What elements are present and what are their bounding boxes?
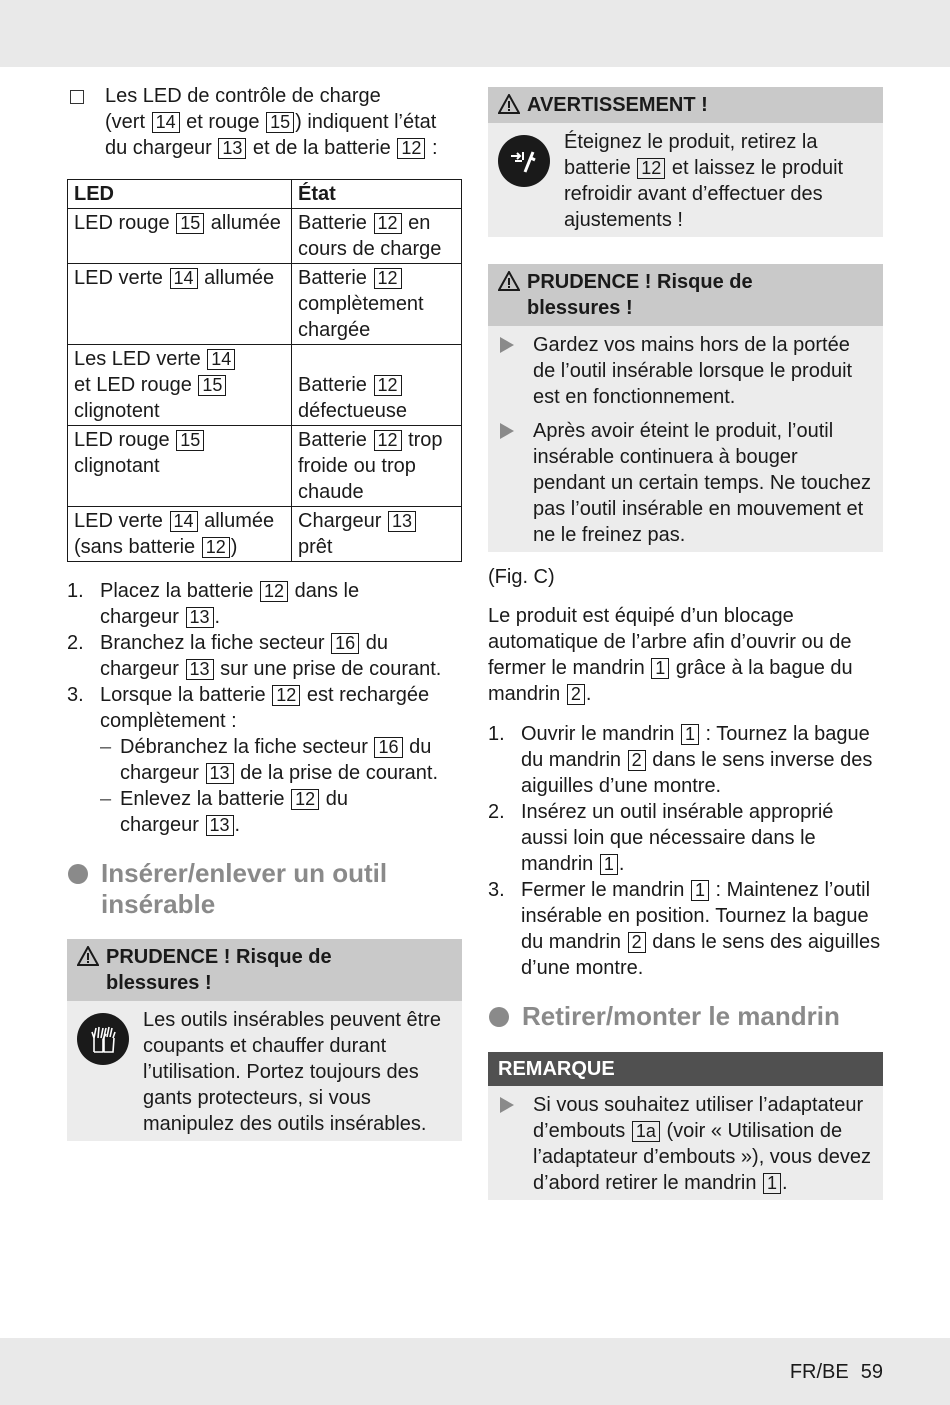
ref-key: 15 [266,112,294,133]
column-header-etat: État [292,180,462,209]
warning-header: AVERTISSEMENT ! [488,87,883,123]
page-footer [790,1359,883,1385]
ref-key: 13 [206,763,234,784]
list-item: 1. Placez la batterie 12 dans le chargeur 13 . [67,580,360,628]
table-cell: LED rouge 15 allumée [68,209,292,264]
ref-key: 1 [763,1173,781,1194]
ref-key: 2 [567,684,585,705]
table-header-row [68,180,462,209]
warning-triangle-icon [77,946,99,966]
charging-steps [67,578,462,838]
bullet-dot-icon [68,864,88,884]
ref-key: 1 [691,880,709,901]
warning-triangle-icon [498,271,520,291]
ref-key: 12 [260,581,288,602]
list-item: 3. Fermer le mandrin 1 : Maintenez l’outil insérable en position. Tournez la bague du mandrin 2 dans le sens des aiguilles d’une montre. [488,879,881,979]
table-row [68,507,462,562]
list-item: 1. Ouvrir le mandrin 1 : Tournez la bague du mandrin 2 dans le sens inverse des aiguilles d’une montre. [488,723,873,797]
ref-key: 14 [170,511,198,532]
ref-key: 12 [374,213,402,234]
checkbox-bullet-icon [70,90,84,104]
page-number: 59 [860,1361,883,1383]
sub-list-item: – Débranchez la fiche secteur 16 du chargeur 13 de la prise de courant. [100,736,438,784]
ref-key: 15 [198,375,226,396]
table-row [68,426,462,507]
sub-list-item: – Enlevez la batterie 12 du chargeur 13 . [100,788,348,836]
table-cell: Les LED verte 14 et LED rouge 15 clignotent [68,345,292,426]
ref-key: 1a [632,1121,660,1142]
ref-key: 14 [152,112,180,133]
header-band [0,0,950,67]
ref-key: 12 [291,789,319,810]
ref-key: 12 [374,268,402,289]
warning-triangle-icon [498,94,520,114]
ref-key: 1 [651,658,669,679]
ref-key: 13 [186,659,214,680]
note-box [488,1052,883,1200]
table-row [68,345,462,426]
table-cell: Batterie 12 en cours de charge [292,209,462,264]
list-item: Après avoir éteint le produit, l’outil insérable continuera à bouger pendant un certain temps. Ne touchez pas l’outil insérable en mouvement et ne le freinez pas. [488,412,883,552]
triangle-bullet-icon [500,423,514,439]
right-column [488,87,883,1200]
triangle-bullet-icon [500,337,514,353]
ref-key: 16 [374,737,402,758]
ref-key: 15 [176,213,204,234]
gloves-icon [77,1013,129,1065]
led-intro-text: Les LED de contrôle de charge (vert 14 et rouge 15 ) indiquent l’état du chargeur 13 et de la batterie 12 : [105,85,438,159]
list-item: 2. Insérez un outil insérable approprié aussi loin que nécessaire dans le mandrin 1 . [488,801,834,875]
warning-body [488,123,883,237]
ref-key: 16 [331,633,359,654]
table-cell: Batterie 12 défectueuse [292,345,462,426]
language-code: FR/BE [789,1361,849,1383]
bullet-dot-icon [489,1007,509,1027]
ref-key: 12 [202,537,230,558]
list-item: 3. Lorsque la batterie 12 est rechargée complètement : – Débranchez la fiche secteur 16 du chargeur 13 de la prise de courant. – Enlevez la batterie 12 du chargeur 13 . [67,684,438,836]
caution-header: PRUDENCE ! Risque de blessures ! [67,939,462,1001]
caution-box [67,939,462,1141]
left-column [67,83,462,1141]
chuck-steps [488,721,883,981]
ref-key: 2 [628,750,646,771]
warning-box [488,87,883,237]
list-item: Si vous souhaitez utiliser l’adaptateur d’embouts 1a (voir « Utilisation de l’adaptateur d’embouts »), vous devez d’abord retirer le mandrin 1 . [488,1086,883,1200]
led-intro [67,83,462,161]
table-row [68,264,462,345]
ref-key: 12 [637,158,665,179]
section-heading: Retirer/monter le mandrin [488,1001,883,1032]
caution-header: PRUDENCE ! Risque de blessures ! [488,264,883,326]
ref-key: 15 [176,430,204,451]
table-cell: LED rouge 15 clignotant [68,426,292,507]
ref-key: 12 [374,430,402,451]
ref-key: 1 [681,724,699,745]
ref-key: 13 [218,138,246,159]
ref-key: 2 [628,932,646,953]
triangle-bullet-icon [500,1097,514,1113]
ref-key: 1 [600,854,618,875]
table-cell: Batterie 12 trop froide ou trop chaude [292,426,462,507]
note-header: REMARQUE [488,1052,883,1086]
caution-text: Les outils insérables peuvent être coupants et chauffer durant l’utilisation. Portez toujours des gants protecteurs, si vous manipulez des outils insérables. [143,1009,441,1135]
paragraph: Le produit est équipé d’un blocage automatique de l’arbre afin d’ouvrir ou de fermer le mandrin 1 grâce à la bague du mandrin 2 . [488,605,853,705]
figure-reference: (Fig. C) [488,566,555,588]
list-item: Gardez vos mains hors de la portée de l’outil insérable lorsque le produit est en fonctionnement. [488,326,883,412]
ref-key: 12 [397,138,425,159]
unplug-icon [498,135,550,187]
table-row [68,209,462,264]
table-cell: Batterie 12 complètement chargée [292,264,462,345]
warning-text: Éteignez le produit, retirez la batterie 12 et laissez le produit refroidir avant d’effectuer des ajustements ! [564,131,844,231]
ref-key: 12 [272,685,300,706]
caution-body [67,1001,462,1141]
table-cell: LED verte 14 allumée (sans batterie 12 ) [68,507,292,562]
led-status-table [67,179,462,562]
table-cell: Chargeur 13 prêt [292,507,462,562]
section-heading: Insérer/enlever un outil insérable [67,858,462,920]
column-header-led: LED [68,180,292,209]
ref-key: 12 [374,375,402,396]
list-item: 2. Branchez la fiche secteur 16 du chargeur 13 sur une prise de courant. [67,632,442,680]
ref-key: 13 [388,511,416,532]
ref-key: 14 [170,268,198,289]
ref-key: 13 [186,607,214,628]
caution-box [488,264,883,552]
table-cell: LED verte 14 allumée [68,264,292,345]
ref-key: 13 [206,815,234,836]
ref-key: 14 [207,349,235,370]
